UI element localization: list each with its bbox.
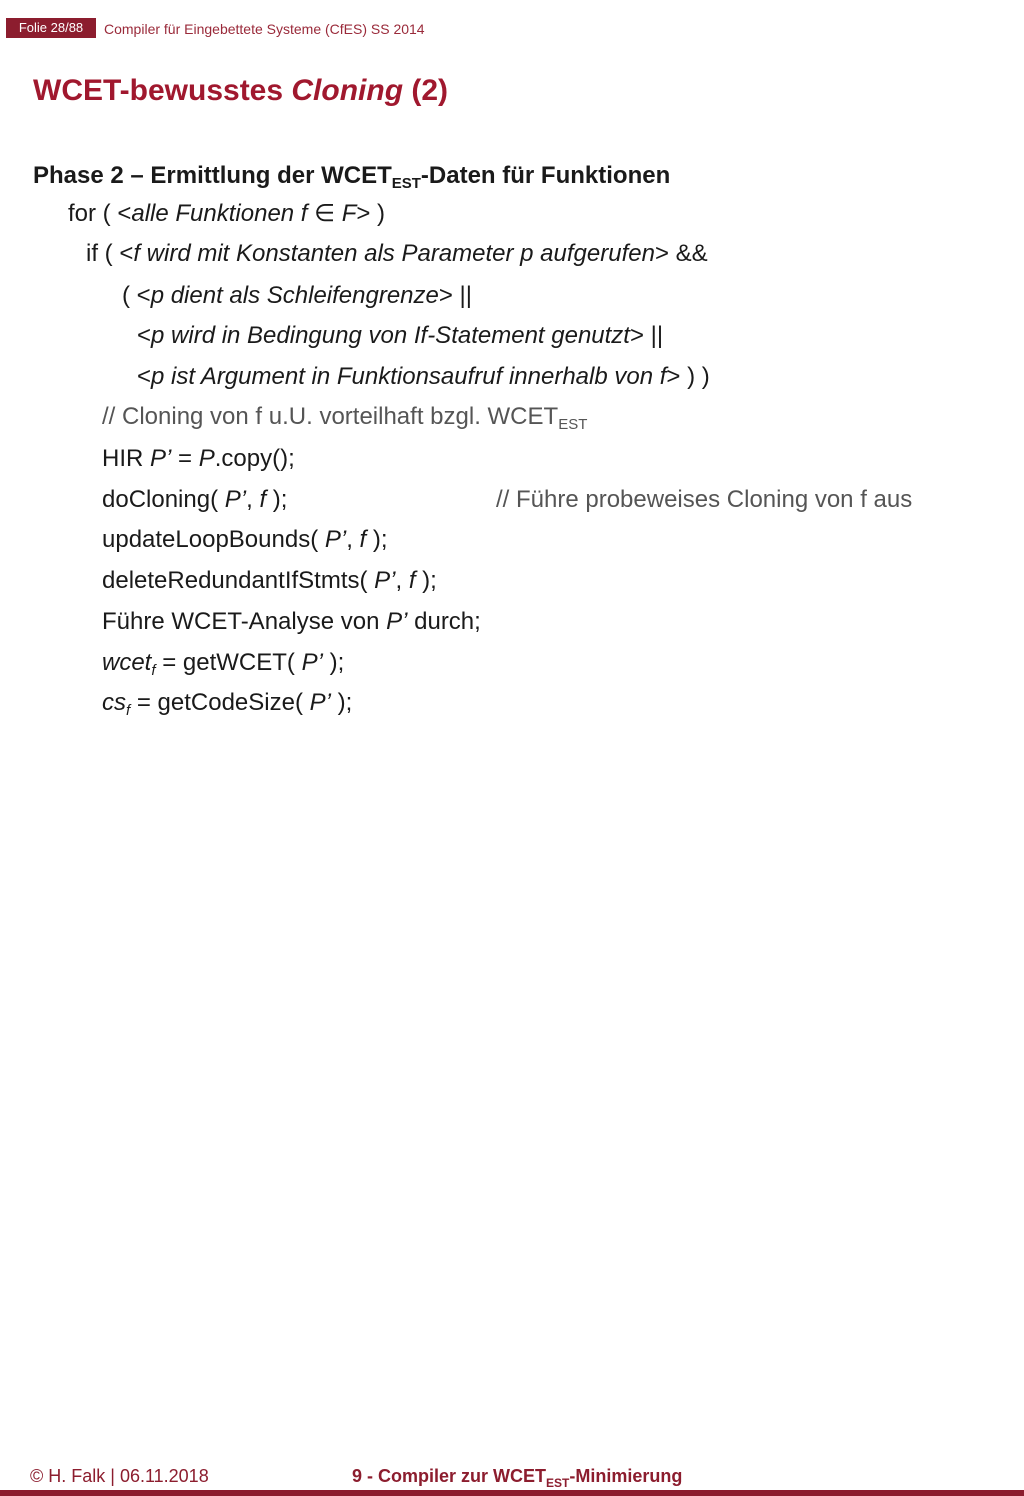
code-token: .copy();: [214, 445, 295, 472]
code-token: updateLoopBounds(: [102, 526, 325, 553]
footer-chapter-subscript: EST: [546, 1476, 570, 1490]
code-token: doCloning(: [102, 486, 225, 513]
code-line-if: [86, 240, 708, 268]
phase-heading-text: Phase 2 – Ermittlung der WCET: [33, 162, 392, 189]
code-token: P’: [301, 649, 323, 676]
code-token: P’: [309, 689, 331, 716]
code-token: = getCodeSize(: [130, 689, 310, 716]
slide-title-suffix: (2): [403, 74, 449, 107]
code-comment-cloning: [102, 403, 587, 431]
slide-number-badge: Folie 28/88: [6, 18, 96, 38]
code-token: f: [359, 526, 367, 553]
code-token: durch;: [407, 608, 481, 635]
code-token: p wird in Bedingung von If-Statement genutzt: [151, 322, 630, 349]
code-token: <: [137, 322, 152, 349]
code-token: for ( <: [68, 200, 132, 227]
code-line-for: [68, 200, 385, 228]
code-token: Führe WCET-Analyse von: [102, 608, 387, 635]
code-token: );: [415, 567, 437, 594]
code-token: > &&: [654, 240, 708, 267]
code-line-cond-3: [137, 363, 710, 391]
code-comment-text: // Cloning von f u.U. vorteilhaft bzgl. WCET: [102, 403, 559, 430]
footer-author-date: © H. Falk | 06.11.2018: [30, 1466, 209, 1486]
code-token: > ||: [629, 322, 664, 349]
code-token: ,: [395, 567, 409, 594]
slide-title-prefix: WCET-bewusstes: [33, 74, 292, 107]
code-token: deleteRedundantIfStmts(: [102, 567, 375, 594]
code-token: = getWCET(: [155, 649, 302, 676]
code-token: );: [266, 486, 288, 513]
code-line-hir: [102, 445, 295, 473]
code-token: alle Funktionen f: [131, 200, 315, 227]
code-token: P’: [386, 608, 408, 635]
footer-chapter-suffix: -Minimierung: [569, 1466, 683, 1486]
code-token: <: [137, 363, 152, 390]
code-token: P’: [150, 445, 172, 472]
code-token: );: [322, 649, 345, 676]
phase-heading-suffix: -Daten für Funktionen: [420, 162, 671, 189]
code-token: cs: [102, 689, 126, 716]
code-token: f: [259, 486, 267, 513]
code-line-wcet-analysis: [102, 608, 481, 636]
code-token: p dient als Schleifengrenze: [150, 282, 439, 309]
code-token: > ||: [438, 282, 473, 309]
code-token: F: [335, 200, 357, 227]
footer-rule: [0, 1490, 1024, 1496]
code-token: f wird mit Konstanten als Parameter p aufgerufen: [133, 240, 655, 267]
course-title: Compiler für Eingebettete Systeme (CfES) SS 2014: [104, 21, 425, 37]
code-token: if ( <: [86, 240, 134, 267]
code-line-deleteredundant: [102, 567, 437, 595]
code-token: ( <: [122, 282, 151, 309]
code-line-cond-1: [122, 282, 472, 310]
code-line-docloning: [102, 486, 287, 514]
code-line-updateloopbounds: [102, 526, 388, 554]
code-token: f: [408, 567, 416, 594]
code-token: ,: [246, 486, 260, 513]
code-token: P’: [224, 486, 247, 513]
phase-heading: [33, 162, 670, 190]
code-line-getwcet: [102, 649, 344, 677]
code-token: HIR: [102, 445, 150, 472]
code-comment-subscript: EST: [558, 416, 588, 433]
code-line-getcodesize: [102, 689, 352, 717]
code-token: > ): [356, 200, 386, 227]
code-token: P’: [324, 526, 347, 553]
code-token: ,: [346, 526, 360, 553]
element-of-symbol: ∈: [314, 200, 336, 227]
slide-footer: [0, 728, 1024, 1490]
code-token: P’: [374, 567, 396, 594]
code-token: );: [366, 526, 388, 553]
code-token: wcet: [102, 649, 152, 676]
code-subscript: f: [126, 702, 131, 719]
code-token: );: [330, 689, 353, 716]
footer-chapter-title: [352, 1466, 683, 1490]
code-token: P: [198, 445, 215, 472]
code-token: p ist Argument in Funktionsaufruf innerhalb von f: [151, 363, 667, 390]
code-line-cond-2: [137, 322, 663, 350]
phase-heading-subscript: EST: [391, 175, 421, 192]
code-subscript: f: [151, 662, 156, 679]
code-token: =: [171, 445, 199, 472]
code-token: > ) ): [666, 363, 710, 390]
code-comment-probe: // Führe probeweises Cloning von f aus: [496, 486, 913, 513]
slide-title-italic: Cloning: [291, 74, 404, 107]
footer-chapter-text: 9 - Compiler zur WCET: [352, 1466, 547, 1486]
